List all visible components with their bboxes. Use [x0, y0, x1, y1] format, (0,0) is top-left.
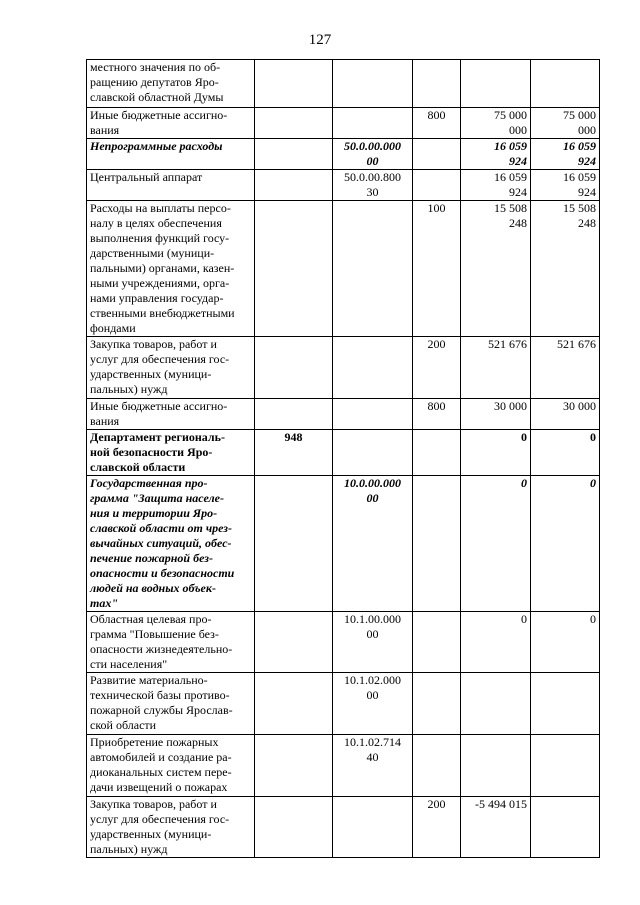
table-row — [87, 430, 600, 476]
cell-vr — [413, 201, 461, 337]
cell-sum-1 — [461, 476, 531, 612]
cell-vr — [413, 170, 461, 201]
cell-name-text: Иные бюджетные ассигно- вания — [90, 399, 228, 428]
cell-name — [87, 170, 255, 201]
table-row — [87, 201, 600, 337]
cell-grbs — [255, 337, 333, 399]
cell-grbs — [255, 476, 333, 612]
cell-sum-2-text: 0 — [590, 430, 596, 444]
cell-csr — [333, 430, 413, 476]
cell-name-text: Приобретение пожарных автомобилей и создание ра- диоканальных систем пере- дачи извещений о пожарах — [90, 735, 232, 794]
cell-sum-2 — [531, 673, 600, 735]
cell-csr — [333, 337, 413, 399]
cell-grbs — [255, 108, 333, 139]
cell-csr — [333, 797, 413, 858]
cell-sum-2 — [531, 139, 600, 170]
cell-sum-1 — [461, 612, 531, 673]
cell-csr-text: 10.0.00.000 00 — [344, 476, 401, 505]
cell-csr — [333, 476, 413, 612]
cell-grbs-text: 948 — [284, 430, 303, 444]
cell-vr — [413, 108, 461, 139]
table-row — [87, 476, 600, 612]
cell-name — [87, 399, 255, 430]
cell-csr — [333, 60, 413, 108]
cell-sum-1 — [461, 797, 531, 858]
cell-sum-1-text: -5 494 015 — [475, 797, 527, 811]
cell-name-text: Центральный аппарат — [90, 170, 203, 184]
cell-sum-1-text: 0 — [521, 612, 527, 626]
cell-vr — [413, 797, 461, 858]
cell-name — [87, 60, 255, 108]
page-number: 127 — [308, 32, 332, 48]
cell-sum-2-text: 30 000 — [563, 399, 596, 413]
cell-vr — [413, 399, 461, 430]
cell-sum-2 — [531, 170, 600, 201]
cell-sum-1-text: 16 059 924 — [494, 170, 527, 199]
cell-name-text: Департамент региональ- ной безопасности Яро- славской области — [90, 430, 225, 474]
cell-sum-1-text: 75 000 000 — [494, 108, 527, 137]
budget-table — [86, 59, 600, 858]
cell-csr-text: 10.1.02.714 40 — [344, 735, 401, 764]
cell-vr-text: 200 — [427, 797, 446, 811]
cell-sum-1 — [461, 399, 531, 430]
cell-sum-2-text: 16 059 924 — [563, 170, 596, 199]
cell-grbs — [255, 170, 333, 201]
cell-sum-2 — [531, 108, 600, 139]
table-row — [87, 60, 600, 108]
cell-sum-1 — [461, 337, 531, 399]
cell-name-text: Развитие материально- технической базы противо- пожарной службы Ярослав- ской области — [90, 673, 233, 732]
cell-sum-1 — [461, 108, 531, 139]
cell-name — [87, 673, 255, 735]
cell-csr-text: 10.1.02.000 00 — [344, 673, 401, 702]
cell-name-text: Иные бюджетные ассигно- вания — [90, 108, 228, 137]
cell-name — [87, 612, 255, 673]
cell-csr — [333, 108, 413, 139]
cell-vr — [413, 735, 461, 797]
cell-name-text: Закупка товаров, работ и услуг для обеспечения гос- ударственных (муници- пальных) нужд — [90, 797, 230, 856]
cell-csr — [333, 399, 413, 430]
table-row — [87, 673, 600, 735]
cell-sum-1 — [461, 735, 531, 797]
table-row — [87, 399, 600, 430]
cell-name — [87, 797, 255, 858]
cell-sum-2-text: 521 676 — [557, 337, 596, 351]
table-row — [87, 797, 600, 858]
cell-sum-2 — [531, 612, 600, 673]
cell-grbs — [255, 430, 333, 476]
cell-name-text: Закупка товаров, работ и услуг для обеспечения гос- ударственных (муници- пальных) нужд — [90, 337, 230, 396]
cell-sum-2 — [531, 430, 600, 476]
cell-sum-1 — [461, 201, 531, 337]
cell-name — [87, 735, 255, 797]
cell-csr-text: 50.0.00.800 30 — [344, 170, 401, 199]
cell-csr — [333, 139, 413, 170]
cell-sum-2 — [531, 399, 600, 430]
cell-csr — [333, 201, 413, 337]
table-row — [87, 612, 600, 673]
cell-sum-1-text: 521 676 — [488, 337, 527, 351]
cell-vr-text: 800 — [427, 108, 446, 122]
cell-name-text: Непрограммные расходы — [90, 139, 223, 153]
cell-grbs — [255, 139, 333, 170]
cell-sum-1 — [461, 430, 531, 476]
cell-sum-2 — [531, 797, 600, 858]
cell-name-text: местного значения по об- ращению депутатов Яро- славской областной Думы — [90, 60, 224, 104]
cell-csr — [333, 735, 413, 797]
cell-grbs — [255, 797, 333, 858]
cell-sum-2 — [531, 337, 600, 399]
table-row — [87, 735, 600, 797]
cell-sum-2-text: 0 — [590, 612, 596, 626]
cell-sum-1 — [461, 170, 531, 201]
cell-sum-1-text: 0 — [521, 476, 527, 490]
cell-vr — [413, 337, 461, 399]
cell-vr-text: 800 — [427, 399, 446, 413]
cell-sum-2 — [531, 60, 600, 108]
cell-sum-1 — [461, 673, 531, 735]
cell-sum-1-text: 16 059 924 — [494, 139, 527, 168]
cell-name-text: Областная целевая про- грамма "Повышение без- опасности жизнедеятельно- сти населения" — [90, 612, 233, 671]
cell-csr — [333, 612, 413, 673]
cell-vr — [413, 430, 461, 476]
table-row — [87, 139, 600, 170]
cell-sum-1-text: 30 000 — [494, 399, 527, 413]
table-row — [87, 170, 600, 201]
cell-grbs — [255, 735, 333, 797]
cell-sum-2-text: 16 059 924 — [563, 139, 596, 168]
cell-sum-1-text: 15 508 248 — [494, 201, 527, 230]
cell-name — [87, 201, 255, 337]
table-row — [87, 108, 600, 139]
cell-sum-1 — [461, 139, 531, 170]
cell-sum-2 — [531, 476, 600, 612]
cell-csr-text: 50.0.00.000 00 — [344, 139, 401, 168]
cell-grbs — [255, 399, 333, 430]
cell-sum-2-text: 15 508 248 — [563, 201, 596, 230]
cell-grbs — [255, 612, 333, 673]
cell-vr — [413, 139, 461, 170]
cell-grbs — [255, 673, 333, 735]
cell-vr — [413, 476, 461, 612]
table-row — [87, 337, 600, 399]
cell-csr — [333, 673, 413, 735]
cell-vr — [413, 60, 461, 108]
cell-name — [87, 476, 255, 612]
cell-grbs — [255, 60, 333, 108]
cell-vr-text: 200 — [427, 337, 446, 351]
cell-vr-text: 100 — [427, 201, 446, 215]
cell-name-text: Расходы на выплаты персо- налу в целях обеспечения выполнения функций госу- дарственными (муници- пальными) органами, казен- ными учреждениями, орга- нами управления государ- ственными внебюджетными фондами — [90, 201, 235, 335]
cell-name — [87, 139, 255, 170]
cell-sum-1 — [461, 60, 531, 108]
cell-vr — [413, 673, 461, 735]
cell-name — [87, 337, 255, 399]
cell-sum-2 — [531, 735, 600, 797]
cell-vr — [413, 612, 461, 673]
cell-csr-text: 10.1.00.000 00 — [344, 612, 401, 641]
cell-sum-2-text: 0 — [590, 476, 596, 490]
cell-name — [87, 108, 255, 139]
cell-sum-1-text: 0 — [521, 430, 527, 444]
cell-csr — [333, 170, 413, 201]
cell-name — [87, 430, 255, 476]
cell-grbs — [255, 201, 333, 337]
cell-sum-2 — [531, 201, 600, 337]
cell-name-text: Государственная про- грамма "Защита населе- ния и территории Яро- славской области от чрез- вычайных ситуаций, обес- печение пожарной без- опасности и безопасности людей на водных объек- тах" — [90, 476, 235, 610]
budget-table-body — [87, 60, 600, 858]
cell-sum-2-text: 75 000 000 — [563, 108, 596, 137]
